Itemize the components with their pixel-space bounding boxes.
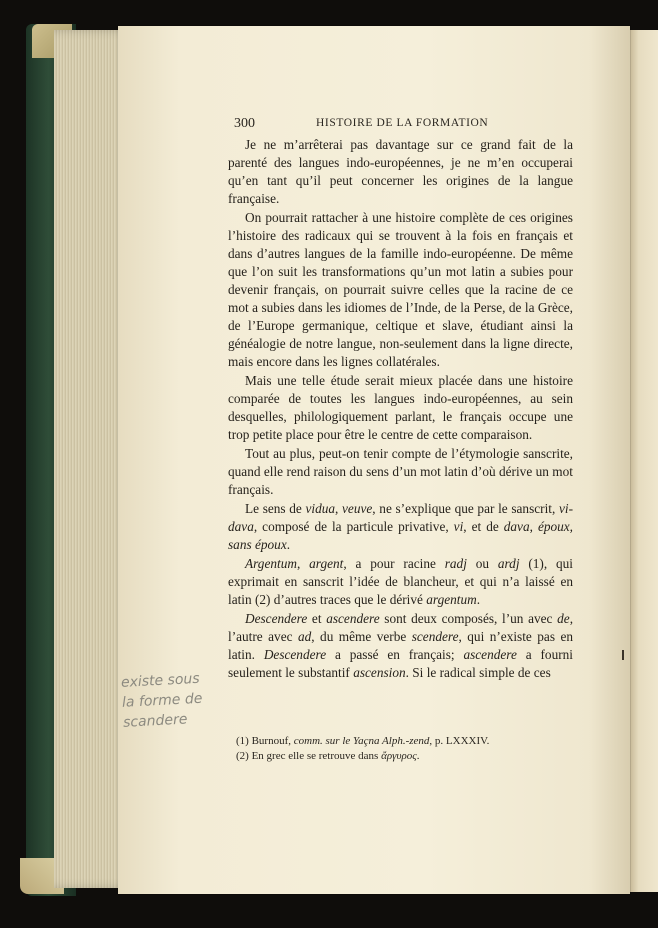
italic-run: radj [444, 556, 467, 571]
italic-run: vi [453, 519, 464, 534]
footnote [236, 749, 576, 764]
italic-run: ascendere [326, 611, 380, 626]
italic-run: époux, sans époux [228, 519, 574, 552]
italic-run: dava [503, 519, 530, 534]
handwritten-margin-note [121, 667, 234, 733]
footnotes [236, 734, 576, 764]
text-run: (2) En grec elle se retrouve dans [236, 750, 382, 762]
italic-run: ascendere [463, 647, 517, 662]
italic-run: Descendere [263, 647, 327, 662]
margin-note-line: existe sous [120, 670, 201, 691]
italic-run: comm. sur le Yaçna Alph.-zend [293, 735, 430, 747]
text-run: , [335, 501, 343, 516]
text-run: , a pour racine [343, 556, 445, 571]
text-run: Tout au plus, peut-on tenir compte de l’étymologie sanscrite, quand elle rend raison du sens d’un mot latin d’où dérive un mot français. [228, 446, 573, 497]
paragraph [228, 209, 573, 371]
text-run: , l’autre avec [228, 611, 574, 644]
margin-note-line: scandere [122, 711, 188, 731]
text-run: , [296, 556, 310, 571]
paragraph [228, 445, 573, 499]
italic-run: argent [309, 556, 344, 571]
paragraph [228, 555, 573, 609]
italic-run: ascension [353, 665, 406, 680]
italic-run: ardj [497, 556, 520, 571]
text-run: , [529, 519, 538, 534]
text-run: , composé de la particule privative, [253, 519, 454, 534]
facing-page-edge [626, 30, 658, 892]
ink-mark [622, 650, 624, 660]
text-run: Je ne m’arrêterai pas davantage sur ce grand fait de la parenté des langues indo-européennes, je ne m’en occuperai qu’en tant qu’il peut concerner les origines de la langue française. [228, 137, 573, 206]
text-run: et [307, 611, 327, 626]
footnote [236, 734, 576, 749]
italic-run: vi-dava [228, 501, 573, 534]
text-run: (1) Burnouf, [236, 735, 294, 747]
text-run: , du même verbe [311, 629, 412, 644]
text-run: Mais une telle étude serait mieux placée dans une histoire comparée de toutes les langues indo-européennes, au sein desquelles, philologiquement parlant, le français occupe une trop petite place pour être le centre de cette comparaison. [228, 373, 573, 442]
text-run: . Si le radical simple de ces [405, 665, 551, 680]
text-run: a passé en français; [326, 647, 464, 662]
text-run: . [416, 750, 420, 762]
body-text [228, 136, 573, 682]
paragraph [228, 500, 573, 554]
text-run: Le sens de [245, 501, 306, 516]
italic-run: de [557, 611, 570, 626]
italic-run: ad [297, 629, 312, 644]
text-run: , qui n’existe pas en latin. [228, 629, 574, 662]
page-number: 300 [234, 116, 255, 131]
text-run: ou [466, 556, 498, 571]
text-run: . [286, 537, 291, 552]
text-run: . [476, 592, 481, 607]
paragraph [228, 610, 573, 682]
text-run: , p. LXXXIV. [429, 735, 490, 747]
text-run: a fourni seulement le substantif [228, 647, 573, 680]
page-header [234, 116, 574, 134]
italic-run: Argentum [245, 556, 297, 571]
italic-run: Descendere [245, 611, 308, 626]
text-run: , ne s’explique que par le sanscrit, [372, 501, 559, 516]
italic-run: ἄργυρος [381, 750, 417, 762]
text-run: , et de [463, 519, 504, 534]
italic-run: scendere [411, 629, 459, 644]
running-title: HISTOIRE DE LA FORMATION [316, 117, 489, 129]
italic-run: argentum [426, 592, 477, 607]
text-run: sont deux composés, l’un avec [379, 611, 558, 626]
italic-run: veuve [342, 501, 373, 516]
text-run: On pourrait rattacher à une histoire complète de ces origines l’histoire des radicaux qui se trouvent à la fois en français et dans d’autres langues de la famille indo-européenne. De même que l’on suit les transformations qu’un mot latin a subies pour devenir français, on pourrait suivre celles que la racine de ce mot a subies dans les idiomes de l’Inde, de la Perse, de la Grèce, de l’Europe germanique, celtique et slave, étudiant ainsi la généalogie de notre langue, non-seulement dans la ligne directe, mais encore dans les lignes collatérales. [228, 210, 573, 369]
text-run: (1), qui exprimait en sanscrit l’idée de blancheur, et qui n’a laissé en latin (2) d’autres traces que le dérivé [228, 556, 573, 607]
paragraph [228, 372, 573, 444]
italic-run: vidua [305, 501, 336, 516]
paragraph [228, 136, 573, 208]
margin-note-line: la forme de [121, 690, 203, 711]
